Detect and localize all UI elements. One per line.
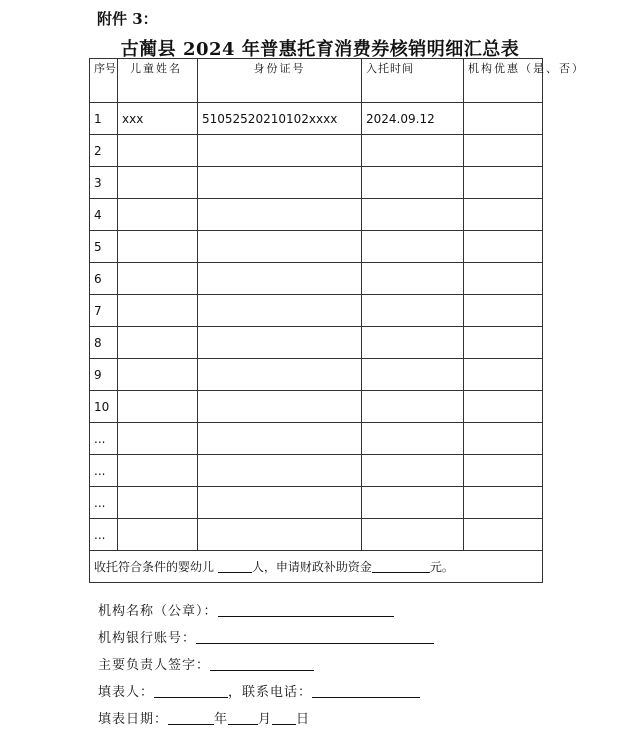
children-count-blank[interactable] — [218, 558, 252, 573]
row-org-discount[interactable] — [464, 423, 543, 455]
document-title: 古蔺县 2024 年普惠托育消费券核销明细汇总表 — [120, 39, 520, 60]
row-seq[interactable]: 8 — [90, 327, 118, 359]
table-row — [90, 487, 543, 519]
row-id-number[interactable] — [198, 359, 362, 391]
principal-sign-label: 主要负责人签字： — [98, 658, 211, 673]
day-label: 日 — [296, 712, 311, 727]
row-id-number[interactable] — [198, 423, 362, 455]
row-id-number[interactable] — [198, 295, 362, 327]
header-seq: 序号 — [90, 59, 118, 103]
row-id-number[interactable] — [198, 231, 362, 263]
row-seq[interactable]: ... — [90, 455, 118, 487]
row-org-discount[interactable] — [464, 359, 543, 391]
year-field[interactable] — [168, 710, 214, 725]
row-seq[interactable]: 3 — [90, 167, 118, 199]
filler-line — [98, 679, 434, 706]
row-id-number[interactable] — [198, 263, 362, 295]
summary-text-1: 收托符合条件的婴幼儿 — [94, 560, 215, 574]
row-seq[interactable]: 9 — [90, 359, 118, 391]
row-org-discount[interactable] — [464, 487, 543, 519]
row-enroll-date[interactable] — [362, 231, 464, 263]
year-label: 年 — [214, 712, 229, 727]
table-row — [90, 423, 543, 455]
phone-label: ，联系电话： — [228, 685, 313, 700]
summary-text-2: 人，申请财政补助资金 — [251, 560, 372, 574]
voucher-summary-table — [89, 58, 585, 583]
row-child-name[interactable]: xxx — [118, 103, 198, 135]
row-seq[interactable]: ... — [90, 519, 118, 551]
row-org-discount[interactable] — [464, 103, 543, 135]
summary-text-3: 元。 — [429, 560, 454, 574]
row-org-discount[interactable] — [464, 231, 543, 263]
row-id-number[interactable] — [198, 391, 362, 423]
principal-sign-line — [98, 652, 434, 679]
row-enroll-date[interactable] — [362, 263, 464, 295]
row-seq[interactable]: 5 — [90, 231, 118, 263]
row-enroll-date[interactable] — [362, 295, 464, 327]
row-org-discount[interactable] — [464, 295, 543, 327]
table-row — [90, 103, 543, 135]
row-enroll-date[interactable] — [362, 455, 464, 487]
month-field[interactable] — [228, 710, 258, 725]
row-enroll-date[interactable] — [362, 167, 464, 199]
row-id-number[interactable] — [198, 327, 362, 359]
table-row — [90, 519, 543, 551]
filler-label: 填表人： — [98, 685, 155, 700]
row-id-number[interactable] — [198, 199, 362, 231]
row-id-number[interactable] — [198, 519, 362, 551]
org-name-field[interactable] — [218, 602, 394, 617]
header-org-discount: 机构优惠（是、否） — [464, 59, 543, 103]
header-id-number: 身份证号 — [198, 59, 362, 103]
row-enroll-date[interactable] — [362, 519, 464, 551]
row-id-number[interactable] — [198, 455, 362, 487]
row-org-discount[interactable] — [464, 199, 543, 231]
row-enroll-date[interactable] — [362, 199, 464, 231]
row-enroll-date[interactable] — [362, 391, 464, 423]
principal-sign-field[interactable] — [210, 656, 314, 671]
row-child-name[interactable] — [118, 487, 198, 519]
row-org-discount[interactable] — [464, 167, 543, 199]
row-seq[interactable]: 4 — [90, 199, 118, 231]
row-seq[interactable]: ... — [90, 423, 118, 455]
row-id-number[interactable] — [198, 487, 362, 519]
table-row — [90, 359, 543, 391]
row-org-discount[interactable] — [464, 327, 543, 359]
row-child-name[interactable] — [118, 135, 198, 167]
row-child-name[interactable] — [118, 327, 198, 359]
table-row — [90, 263, 543, 295]
org-name-label: 机构名称（公章）： — [98, 604, 218, 619]
fill-date-line — [98, 706, 434, 733]
table-header-row — [90, 59, 543, 103]
row-org-discount[interactable] — [464, 455, 543, 487]
header-enroll-date: 入托时间 — [362, 59, 464, 103]
row-seq[interactable]: ... — [90, 487, 118, 519]
row-child-name[interactable] — [118, 263, 198, 295]
table-row — [90, 135, 543, 167]
bank-account-label: 机构银行账号： — [98, 631, 197, 646]
row-org-discount[interactable] — [464, 263, 543, 295]
subsidy-amount-blank[interactable] — [372, 558, 430, 573]
row-enroll-date[interactable] — [362, 359, 464, 391]
row-child-name[interactable] — [118, 359, 198, 391]
row-child-name[interactable] — [118, 519, 198, 551]
bank-account-field[interactable] — [196, 629, 434, 644]
row-org-discount[interactable] — [464, 391, 543, 423]
table-row — [90, 455, 543, 487]
row-enroll-date[interactable] — [362, 135, 464, 167]
row-org-discount[interactable] — [464, 519, 543, 551]
table-row — [90, 199, 543, 231]
row-seq[interactable]: 7 — [90, 295, 118, 327]
row-enroll-date[interactable]: 2024.09.12 — [362, 103, 464, 135]
summary-cell — [90, 551, 543, 583]
row-child-name[interactable] — [118, 167, 198, 199]
org-name-line — [98, 598, 434, 625]
fill-date-label: 填表日期： — [98, 712, 169, 727]
table-row — [90, 167, 543, 199]
table-row — [90, 295, 543, 327]
row-child-name[interactable] — [118, 391, 198, 423]
summary-row — [90, 551, 543, 583]
row-id-number[interactable] — [198, 167, 362, 199]
signature-form — [98, 598, 434, 733]
row-child-name[interactable] — [118, 455, 198, 487]
row-enroll-date[interactable] — [362, 423, 464, 455]
row-id-number[interactable] — [198, 135, 362, 167]
phone-field[interactable] — [312, 683, 420, 698]
filler-field[interactable] — [154, 683, 228, 698]
row-org-discount[interactable] — [464, 135, 543, 167]
table-row — [90, 327, 543, 359]
row-child-name[interactable] — [118, 295, 198, 327]
row-seq[interactable]: 10 — [90, 391, 118, 423]
table-row — [90, 391, 543, 423]
day-field[interactable] — [272, 710, 296, 725]
row-child-name[interactable] — [118, 231, 198, 263]
table-row — [90, 231, 543, 263]
month-label: 月 — [258, 712, 273, 727]
bank-account-line — [98, 625, 434, 652]
row-id-number[interactable]: 51052520210102xxxx — [198, 103, 362, 135]
row-seq[interactable]: 1 — [90, 103, 118, 135]
row-child-name[interactable] — [118, 199, 198, 231]
row-enroll-date[interactable] — [362, 327, 464, 359]
row-seq[interactable]: 6 — [90, 263, 118, 295]
attachment-label: 附件 3： — [97, 10, 158, 28]
row-child-name[interactable] — [118, 423, 198, 455]
row-enroll-date[interactable] — [362, 487, 464, 519]
row-seq[interactable]: 2 — [90, 135, 118, 167]
header-child-name: 儿童姓名 — [118, 59, 198, 103]
